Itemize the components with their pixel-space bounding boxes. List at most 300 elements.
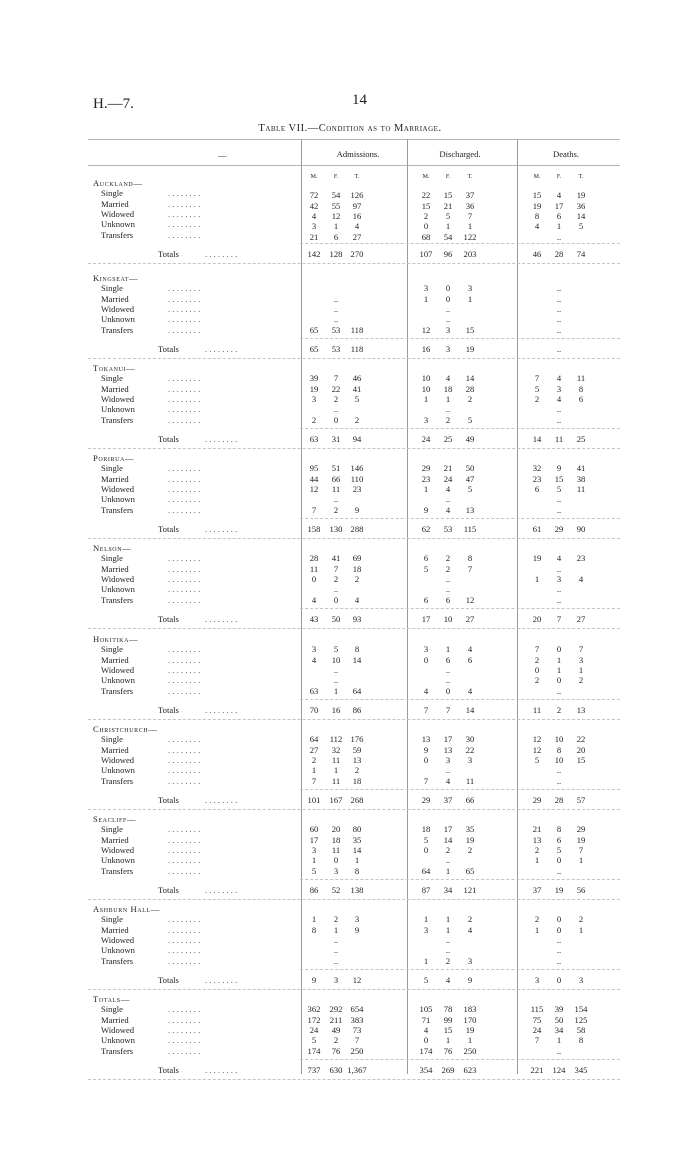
data-cell: 49 (331, 1025, 341, 1036)
data-cell: 3 (354, 914, 360, 925)
data-cell: 8 (556, 824, 562, 835)
data-cell: 12 (532, 734, 542, 745)
data-cell: 35 (465, 824, 475, 835)
leader-dots: . . . . . . . . (168, 563, 201, 574)
data-cell: 36 (576, 200, 586, 211)
row-label: Married (101, 834, 129, 845)
leader-dots: . . . . . . . . (168, 644, 201, 655)
total-cell: 118 (350, 344, 364, 355)
data-cell: 23 (532, 473, 542, 484)
total-cell: 115 (463, 524, 477, 535)
leader-dots: . . . . . . . . (168, 383, 201, 394)
data-cell: 112 (329, 734, 343, 745)
data-cell: 34 (554, 1025, 564, 1036)
total-cell: 34 (443, 885, 453, 896)
data-cell: 27 (352, 231, 362, 242)
data-cell: 1 (445, 914, 451, 925)
leader-dots: . . . . . . . . (168, 394, 201, 405)
data-cell: 29 (421, 463, 431, 474)
mft-label: T. (354, 174, 360, 180)
total-cell: 29 (532, 795, 542, 806)
data-cell: 1 (556, 221, 562, 232)
data-cell: 8 (556, 744, 562, 755)
row-label: Transfers (101, 414, 134, 425)
data-cell: 0 (556, 675, 562, 686)
total-cell: 28 (554, 249, 564, 260)
mft-label: F. (556, 174, 562, 180)
data-cell: 29 (576, 824, 586, 835)
page-code: H.—7. (93, 96, 134, 112)
data-cell: 2 (333, 504, 339, 515)
data-cell: .. (445, 855, 451, 866)
row-label: Unknown (101, 584, 135, 595)
data-cell: .. (556, 594, 562, 605)
data-cell: 50 (465, 463, 475, 474)
institution-name: Kingseat— (93, 273, 139, 283)
institution-name: Seacliff— (93, 814, 137, 824)
row-label: Transfers (101, 775, 134, 786)
data-cell: 1 (467, 1035, 473, 1046)
data-cell: 170 (463, 1014, 477, 1025)
total-cell: 52 (331, 885, 341, 896)
data-cell: .. (556, 775, 562, 786)
data-cell: 13 (421, 734, 431, 745)
total-cell: 101 (307, 795, 321, 806)
data-cell: 39 (554, 1004, 564, 1015)
total-cell: 63 (309, 434, 319, 445)
data-cell: 8 (578, 1035, 584, 1046)
total-cell: 9 (311, 975, 317, 986)
data-cell: 4 (423, 1025, 429, 1036)
data-cell: 654 (350, 1004, 364, 1015)
data-cell: 13 (532, 834, 542, 845)
row-label: Single (101, 283, 123, 294)
leader-dots: . . . . . . . . (168, 865, 201, 876)
data-cell: 59 (352, 744, 362, 755)
column-header: Deaths. (552, 149, 579, 159)
data-cell: 1 (423, 394, 429, 405)
data-cell: .. (333, 404, 339, 415)
data-cell: 0 (423, 755, 429, 766)
total-cell: 50 (331, 614, 341, 625)
totals-rule (300, 699, 620, 700)
leader-dots: . . . . . . . . (205, 1065, 238, 1076)
leader-dots: . . . . . . . . (168, 584, 201, 595)
data-cell: 21 (443, 463, 453, 474)
data-cell: 8 (311, 924, 317, 935)
row-label: Married (101, 563, 129, 574)
data-cell: 19 (309, 383, 319, 394)
mft-label: M. (310, 174, 318, 180)
row-label: Single (101, 373, 123, 384)
data-cell: 60 (309, 824, 319, 835)
data-cell: 20 (576, 744, 586, 755)
data-cell: 13 (465, 504, 475, 515)
block-rule (88, 448, 620, 449)
institution-name: Nelson— (93, 543, 132, 553)
data-cell: 24 (443, 473, 453, 484)
data-cell: .. (445, 314, 451, 325)
data-cell: 54 (443, 231, 453, 242)
data-cell: 46 (352, 373, 362, 384)
data-cell: .. (556, 231, 562, 242)
data-cell: .. (445, 404, 451, 415)
data-cell: .. (556, 293, 562, 304)
data-cell: 30 (465, 734, 475, 745)
data-cell: .. (445, 584, 451, 595)
data-cell: 15 (465, 324, 475, 335)
data-cell: 3 (423, 414, 429, 425)
data-cell: 2 (578, 675, 584, 686)
total-cell: 25 (576, 434, 586, 445)
row-label: Widowed (101, 845, 135, 856)
data-cell: 4 (354, 221, 360, 232)
row-label: Single (101, 914, 123, 925)
mft-label: F. (333, 174, 339, 180)
total-cell: 28 (554, 795, 564, 806)
block-rule (88, 628, 620, 629)
row-label: Single (101, 188, 123, 199)
column-divider (517, 139, 518, 1074)
total-cell: 3 (333, 975, 339, 986)
data-cell: 13 (443, 744, 453, 755)
data-cell: 37 (465, 190, 475, 201)
total-cell: 16 (421, 344, 431, 355)
leader-dots: . . . . . . . . (168, 1014, 201, 1025)
data-cell: 1 (333, 765, 339, 776)
data-cell: 7 (467, 211, 473, 222)
data-cell: 110 (350, 473, 364, 484)
data-cell: 7 (423, 775, 429, 786)
institution-name: Tokanui— (93, 363, 136, 373)
data-cell: 9 (423, 504, 429, 515)
total-cell: 37 (532, 885, 542, 896)
total-cell: 49 (465, 434, 475, 445)
data-cell: 22 (421, 190, 431, 201)
row-label: Transfers (101, 229, 134, 240)
total-cell: 10 (443, 614, 453, 625)
data-cell: 9 (423, 744, 429, 755)
row-label: Married (101, 744, 129, 755)
total-cell: 9 (467, 975, 473, 986)
totals-label: Totals (158, 885, 179, 896)
data-cell: 250 (463, 1045, 477, 1056)
data-cell: 23 (421, 473, 431, 484)
leader-dots: . . . . . . . . (168, 1045, 201, 1056)
data-cell: 22 (331, 383, 341, 394)
data-cell: 18 (331, 834, 341, 845)
data-cell: 11 (331, 484, 341, 495)
data-cell: 44 (309, 473, 319, 484)
data-cell: 1 (556, 1035, 562, 1046)
data-cell: 383 (350, 1014, 364, 1025)
row-label: Widowed (101, 304, 135, 315)
total-cell: 345 (574, 1065, 588, 1076)
data-cell: 76 (331, 1045, 341, 1056)
totals-label: Totals (158, 795, 179, 806)
data-cell: 3 (556, 574, 562, 585)
total-cell: 27 (576, 614, 586, 625)
block-rule (88, 538, 620, 539)
data-cell: 15 (443, 190, 453, 201)
leader-dots: . . . . . . . . (168, 675, 201, 686)
data-cell: 3 (467, 755, 473, 766)
data-cell: 8 (534, 211, 540, 222)
data-cell: 5 (556, 845, 562, 856)
totals-rule (300, 969, 620, 970)
data-cell: 21 (443, 200, 453, 211)
total-cell: 37 (443, 795, 453, 806)
leader-dots: . . . . . . . . (205, 249, 238, 260)
data-cell: 3 (311, 644, 317, 655)
data-cell: 14 (443, 834, 453, 845)
total-cell: 11 (554, 434, 564, 445)
institution-name: Auckland— (93, 178, 143, 188)
data-cell: 1 (467, 221, 473, 232)
total-cell: 25 (443, 434, 453, 445)
row-label: Single (101, 463, 123, 474)
data-cell: 1 (333, 685, 339, 696)
data-cell: 4 (311, 211, 317, 222)
institution-name: Porirua— (93, 453, 135, 463)
data-cell: 0 (445, 283, 451, 294)
total-cell: 86 (309, 885, 319, 896)
data-cell: 14 (352, 654, 362, 665)
row-label: Single (101, 644, 123, 655)
leader-dots: . . . . . . . . (168, 845, 201, 856)
data-cell: 0 (445, 293, 451, 304)
data-cell: 0 (311, 574, 317, 585)
data-cell: 17 (309, 834, 319, 845)
leader-dots: . . . . . . . . (168, 283, 201, 294)
data-cell: 3 (467, 283, 473, 294)
data-cell: 20 (331, 824, 341, 835)
data-cell: .. (556, 765, 562, 776)
data-cell: 64 (352, 685, 362, 696)
data-cell: 6 (333, 231, 339, 242)
total-cell: 203 (463, 249, 477, 260)
totals-rule (300, 1059, 620, 1060)
data-cell: .. (333, 304, 339, 315)
data-cell: 3 (423, 924, 429, 935)
data-cell: .. (333, 314, 339, 325)
total-cell: 29 (554, 524, 564, 535)
data-cell: 66 (331, 473, 341, 484)
data-cell: 1 (445, 644, 451, 655)
data-cell: 4 (467, 644, 473, 655)
institution-name: Hokitika— (93, 634, 139, 644)
leader-dots: . . . . . . . . (168, 574, 201, 585)
data-cell: 3 (556, 383, 562, 394)
data-cell: 28 (309, 553, 319, 564)
total-cell: 14 (465, 705, 475, 716)
leader-dots: . . . . . . . . (168, 373, 201, 384)
totals-rule (300, 879, 620, 880)
data-cell: 63 (309, 685, 319, 696)
data-cell: .. (556, 504, 562, 515)
data-cell: 5 (354, 394, 360, 405)
data-cell: 28 (465, 383, 475, 394)
total-cell: 7 (556, 614, 562, 625)
row-label: Unknown (101, 219, 135, 230)
data-cell: 53 (331, 324, 341, 335)
data-cell: 0 (556, 924, 562, 935)
data-cell: 15 (443, 1025, 453, 1036)
total-cell: 7 (445, 705, 451, 716)
data-cell: 2 (423, 211, 429, 222)
mft-label: F. (445, 174, 451, 180)
total-cell: 56 (576, 885, 586, 896)
leader-dots: . . . . . . . . (168, 855, 201, 866)
data-cell: 5 (333, 644, 339, 655)
row-label: Transfers (101, 324, 134, 335)
institution-name: Christchurch— (93, 724, 158, 734)
leader-dots: . . . . . . . . (168, 1035, 201, 1046)
leader-dots: . . . . . . . . (168, 734, 201, 745)
data-cell: 18 (443, 383, 453, 394)
leader-dots: . . . . . . . . (168, 463, 201, 474)
data-cell: 1 (578, 665, 584, 676)
data-cell: 7 (311, 504, 317, 515)
total-cell: 130 (329, 524, 343, 535)
data-cell: 4 (467, 685, 473, 696)
data-cell: 1 (578, 924, 584, 935)
data-cell: 2 (445, 845, 451, 856)
data-cell: 2 (445, 414, 451, 425)
data-cell: .. (333, 665, 339, 676)
row-label: Married (101, 924, 129, 935)
leader-dots: . . . . . . . . (205, 795, 238, 806)
row-label: Widowed (101, 484, 135, 495)
leader-dots: . . . . . . . . (168, 229, 201, 240)
total-cell: .. (556, 344, 562, 355)
data-cell: 1 (311, 855, 317, 866)
data-cell: 80 (352, 824, 362, 835)
data-cell: 4 (445, 373, 451, 384)
totals-label: Totals (158, 344, 179, 355)
data-cell: 64 (421, 865, 431, 876)
leader-dots: . . . . . . . . (168, 404, 201, 415)
row-label: Unknown (101, 314, 135, 325)
data-cell: .. (333, 955, 339, 966)
row-label: Transfers (101, 685, 134, 696)
data-cell: 95 (309, 463, 319, 474)
data-cell: 10 (421, 383, 431, 394)
data-cell: 19 (465, 1025, 475, 1036)
data-cell: 7 (333, 373, 339, 384)
total-cell: 31 (331, 434, 341, 445)
data-cell: 7 (311, 775, 317, 786)
totals-label: Totals (158, 524, 179, 535)
data-cell: 10 (554, 755, 564, 766)
data-cell: 54 (331, 190, 341, 201)
row-label: Unknown (101, 404, 135, 415)
data-cell: 211 (329, 1014, 343, 1025)
data-cell: 5 (534, 383, 540, 394)
data-cell: 24 (532, 1025, 542, 1036)
data-cell: 4 (467, 924, 473, 935)
data-cell: 99 (443, 1014, 453, 1025)
data-cell: 1 (445, 1035, 451, 1046)
column-header: Discharged. (439, 149, 481, 159)
data-cell: 1 (445, 865, 451, 876)
data-cell: 16 (352, 211, 362, 222)
data-cell: 2 (445, 955, 451, 966)
data-cell: 7 (578, 644, 584, 655)
data-cell: 17 (443, 734, 453, 745)
data-cell: 19 (576, 190, 586, 201)
row-label: Single (101, 1004, 123, 1015)
data-cell: 41 (352, 383, 362, 394)
data-cell: 1 (445, 221, 451, 232)
total-cell: 27 (465, 614, 475, 625)
leader-dots: . . . . . . . . (168, 504, 201, 515)
data-cell: 7 (333, 563, 339, 574)
data-cell: 6 (556, 834, 562, 845)
leader-dots: . . . . . . . . (168, 553, 201, 564)
data-cell: 19 (465, 834, 475, 845)
data-cell: 126 (350, 190, 364, 201)
data-cell: 1 (534, 924, 540, 935)
header-dash: — (218, 150, 227, 160)
data-cell: .. (445, 765, 451, 776)
data-cell: .. (556, 404, 562, 415)
total-cell: 20 (532, 614, 542, 625)
data-cell: 1 (445, 394, 451, 405)
data-cell: 41 (331, 553, 341, 564)
row-label: Transfers (101, 955, 134, 966)
data-cell: 118 (350, 324, 364, 335)
leader-dots: . . . . . . . . (168, 293, 201, 304)
data-cell: 6 (445, 594, 451, 605)
data-cell: 76 (443, 1045, 453, 1056)
data-cell: .. (556, 685, 562, 696)
total-cell: 65 (309, 344, 319, 355)
data-cell: 39 (309, 373, 319, 384)
data-cell: 21 (309, 231, 319, 242)
data-cell: 22 (576, 734, 586, 745)
data-cell: 4 (311, 654, 317, 665)
leader-dots: . . . . . . . . (168, 1004, 201, 1015)
total-cell: 53 (331, 344, 341, 355)
data-cell: .. (445, 935, 451, 946)
page-number: 14 (352, 92, 367, 108)
row-label: Unknown (101, 675, 135, 686)
leader-dots: . . . . . . . . (168, 1025, 201, 1036)
total-cell: 3 (578, 975, 584, 986)
data-cell: 3 (333, 865, 339, 876)
leader-dots: . . . . . . . . (168, 824, 201, 835)
data-cell: 6 (467, 654, 473, 665)
data-cell: 3 (423, 283, 429, 294)
data-cell: 4 (556, 553, 562, 564)
data-cell: 12 (421, 324, 431, 335)
row-label: Married (101, 1014, 129, 1025)
leader-dots: . . . . . . . . (168, 914, 201, 925)
data-cell: 154 (574, 1004, 588, 1015)
data-cell: 10 (421, 373, 431, 384)
data-cell: .. (445, 574, 451, 585)
data-cell: 7 (578, 845, 584, 856)
leader-dots: . . . . . . . . (168, 765, 201, 776)
data-cell: 14 (352, 845, 362, 856)
block-rule (88, 899, 620, 900)
data-cell: 11 (576, 484, 586, 495)
row-label: Unknown (101, 1035, 135, 1046)
column-header: Admissions. (336, 149, 380, 159)
data-cell: 2 (333, 574, 339, 585)
data-cell: .. (556, 935, 562, 946)
